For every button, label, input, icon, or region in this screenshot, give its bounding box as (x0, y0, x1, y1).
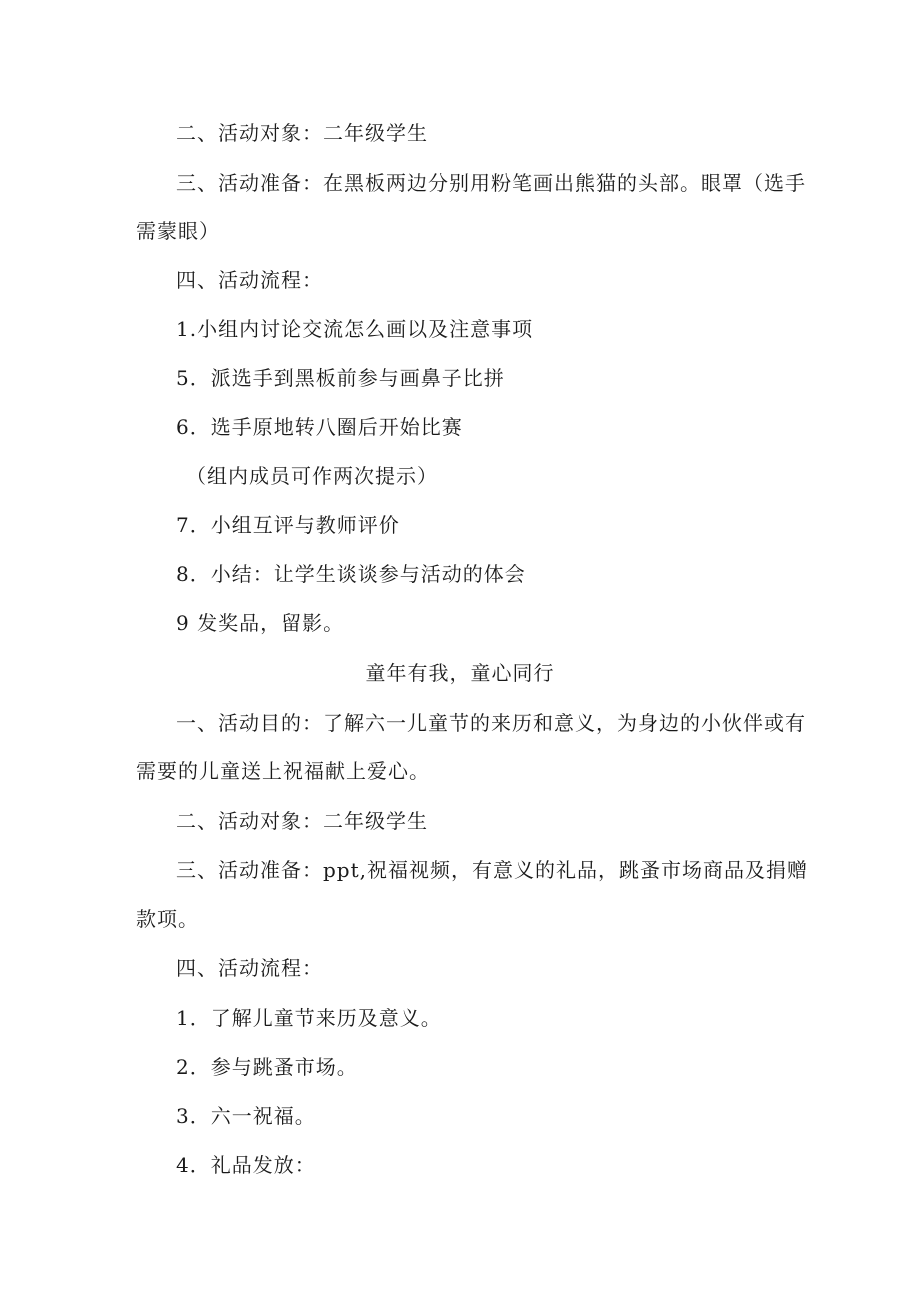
step-item: 9 发奖品，留影。 (176, 611, 345, 635)
step-item: 2．参与跳蚤市场。 (176, 1055, 358, 1079)
step-item: 1．了解儿童节来历及意义。 (176, 1006, 442, 1030)
activity-goal-line2: 需要的儿童送上祝福献上爱心。 (136, 759, 430, 783)
activity-goal-line1: 一、活动目的：了解六一儿童节的来历和意义，为身边的小伙伴或有 (176, 711, 806, 735)
activity-prep-1-line1: 三、活动准备：在黑板两边分别用粉笔画出熊猫的头部。眼罩（选手 (176, 171, 806, 195)
activity-prep-2-line2: 款项。 (136, 907, 199, 931)
activity-flow-heading-2: 四、活动流程： (176, 956, 323, 980)
step-item: 3．六一祝福。 (176, 1104, 316, 1128)
step-note: （组内成员可作两次提示） (186, 464, 438, 488)
step-item: 1.小组内讨论交流怎么画以及注意事项 (176, 317, 534, 341)
section-title: 童年有我，童心同行 (365, 661, 555, 685)
activity-flow-heading-1: 四、活动流程： (176, 268, 323, 292)
step-item: 7．小组互评与教师评价 (176, 513, 400, 537)
step-item: 8．小结：让学生谈谈参与活动的体会 (176, 562, 526, 586)
step-item: 5．派选手到黑板前参与画鼻子比拼 (176, 366, 505, 390)
step-item: 6．选手原地转八圈后开始比赛 (176, 415, 463, 439)
activity-prep-2-line1: 三、活动准备：ppt,祝福视频，有意义的礼品，跳蚤市场商品及捐赠 (176, 858, 808, 882)
step-item: 4．礼品发放： (176, 1153, 316, 1177)
activity-object-1: 二、活动对象：二年级学生 (176, 121, 428, 145)
activity-object-2: 二、活动对象：二年级学生 (176, 809, 428, 833)
activity-prep-1-line2: 需蒙眼） (136, 219, 220, 243)
